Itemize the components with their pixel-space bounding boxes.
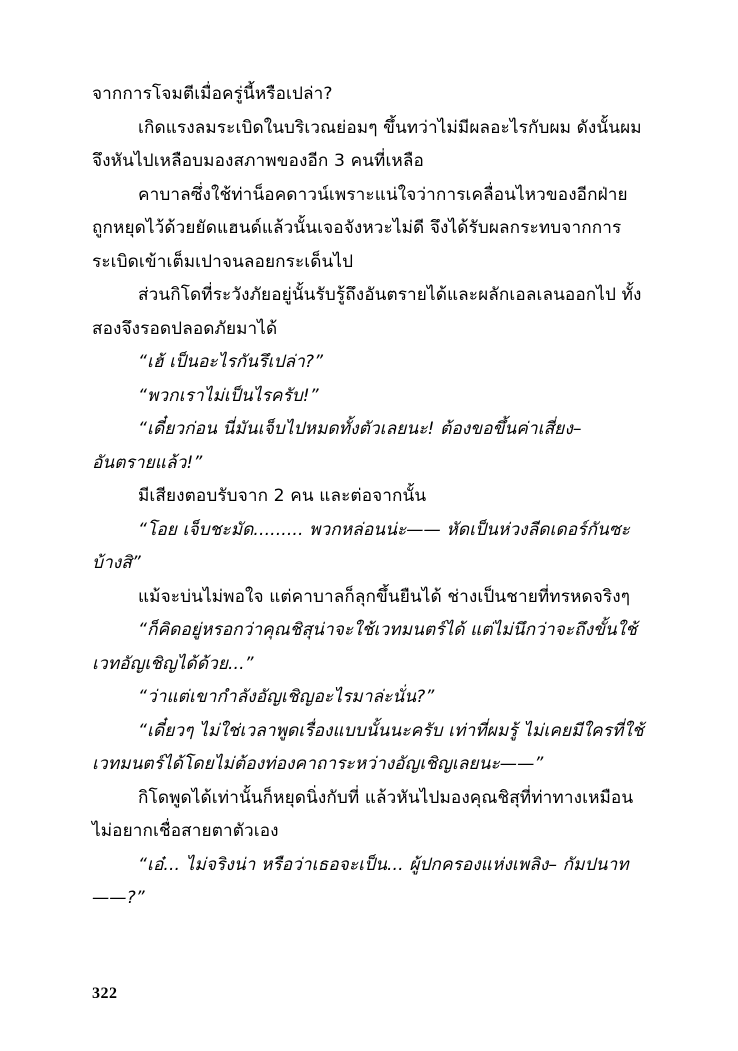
page-body	[92, 78, 646, 916]
dialogue-line: “เดี๋ยวก่อน นี่มันเจ็บไปหมดทั้งตัวเลยนะ! ต้องขอขึ้นค่าเสี่ยง– อันตรายแล้ว!”	[92, 419, 582, 473]
paragraph: จากการโจมตีเมื่อครู่นี้หรือเปล่า?	[92, 84, 333, 104]
dialogue-line: “พวกเราไม่เป็นไรครับ!”	[138, 385, 319, 406]
dialogue-line: “ว่าแต่เขากำลังอัญเชิญอะไรมาล่ะนั่น?”	[138, 687, 435, 707]
paragraph: มีเสียงตอบรับจาก 2 คน และต่อจากนั้น	[138, 486, 427, 506]
dialogue-line: “เดี๋ยวๆ ไม่ใช่เวลาพูดเรื่องแบบนั้นนะครับ เท่าที่ผมรู้ ไม่เคยมีใครที่ใช้เวทมนตร์ได้โดยไม่ต้องท่องคาถาระหว่างอัญเชิญเลยนะ——”	[92, 720, 644, 774]
dialogue-line: “ก็คิดอยู่หรอกว่าคุณชิสุน่าจะใช้เวทมนตร์ได้ แต่ไม่นึกว่าจะถึงขั้นใช้เวทอัญเชิญได้ด้วย...”	[92, 620, 638, 674]
paragraph: คาบาลซึ่งใช้ท่าน็อคดาวน์เพราะแน่ใจว่าการเคลื่อนไหวของอีกฝ่ายถูกหยุดไว้ด้วยยัดแฮนด์แล้วนั้นเจอจังหวะไม่ดี จึงได้รับผลกระทบจากการระเบิดเข้าเต็มเปาจนลอยกระเด็นไป	[92, 184, 628, 272]
dialogue-line: “โอย เจ็บชะมัด......... พวกหล่อนน่ะ—— หัดเป็นห่วงลีดเดอร์กันซะบ้างสิ”	[92, 519, 630, 573]
paragraph: แม้จะบ่นไม่พอใจ แต่คาบาลก็ลุกขึ้นยืนได้ ช่างเป็นชายที่ทรหดจริงๆ	[138, 586, 631, 607]
paragraph: กิโดพูดได้เท่านั้นก็หยุดนิ่งกับที่ แล้วหันไปมองคุณชิสุที่ท่าทางเหมือนไม่อยากเชื่อสายตาตัวเอง	[92, 787, 634, 841]
dialogue-line: “เฮ้ เป็นอะไรกันรึเปล่า?”	[138, 352, 324, 372]
paragraph: เกิดแรงลมระเบิดในบริเวณย่อมๆ ขึ้นทว่าไม่มีผลอะไรกับผม ดังนั้นผมจึงหันไปเหลือบมองสภาพของอีก 3 คนที่เหลือ	[92, 117, 642, 171]
dialogue-line: “เอ๋... ไม่จริงน่า หรือว่าเธอจะเป็น... ผู้ปกครองแห่งเพลิง– กัมปนาท——?”	[92, 854, 629, 908]
page-number: 322	[92, 985, 118, 1002]
paragraph: ส่วนกิโดที่ระวังภัยอยู่นั้นรับรู้ถึงอันตรายได้และผลักเอลเลนออกไป ทั้งสองจึงรอดปลอดภัยมาได้	[92, 285, 642, 339]
